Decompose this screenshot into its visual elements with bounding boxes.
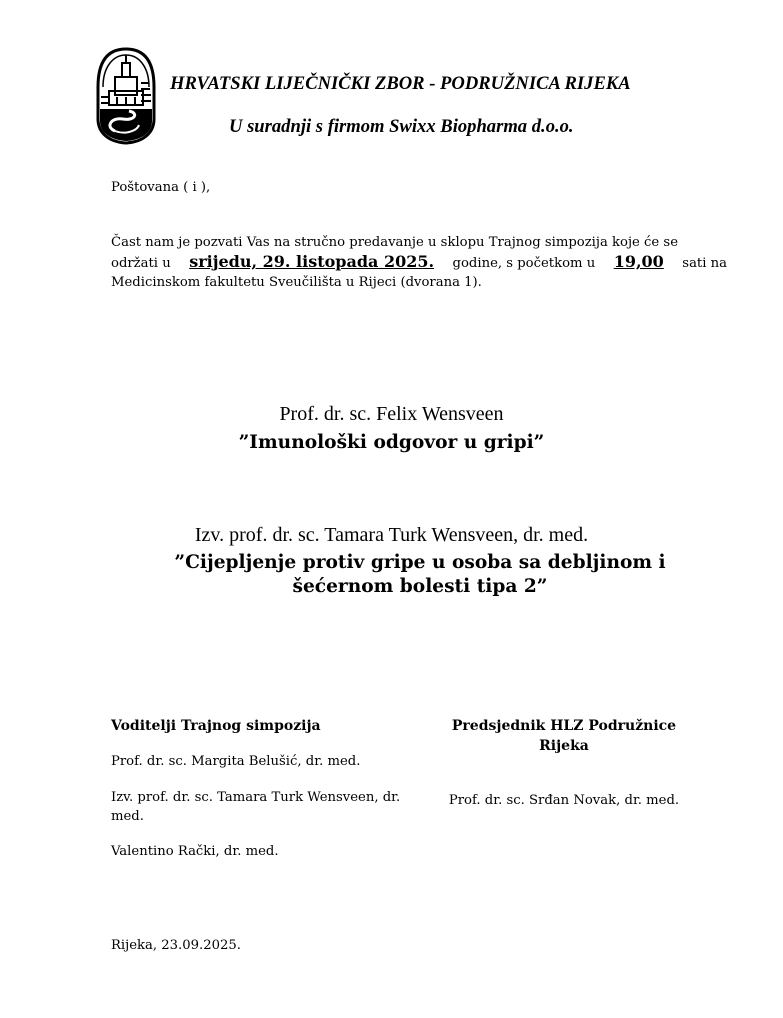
- left-name-2: Izv. prof. dr. sc. Tamara Turk Wensveen, dr. med.: [111, 790, 401, 824]
- paragraph-line-3: Medicinskom fakultetu Sveučilišta u Rijeci (dvorana 1).: [111, 275, 482, 290]
- right-signature-block: [430, 716, 698, 810]
- place-date: Rijeka, 23.09.2025.: [111, 938, 241, 953]
- left-name-3: Valentino Rački, dr. med.: [111, 844, 279, 859]
- lecture-1-speaker: Prof. dr. sc. Felix Wensveen: [279, 403, 504, 425]
- paragraph-line-1: Čast nam je pozvati Vas na stručno predavanje u sklopu Trajnog simpozija koje će se: [111, 235, 678, 250]
- greeting: Poštovana ( i ),: [111, 180, 211, 195]
- hlz-rijeka-logo-icon: [95, 47, 157, 145]
- right-name: Prof. dr. sc. Srđan Novak, dr. med.: [448, 793, 680, 808]
- lecture-2-title: ”Cijepljenje protiv gripe u osoba sa debljinom i šećernom bolesti tipa 2”: [174, 552, 666, 597]
- organization-name: HRVATSKI LIJEČNIČKI ZBOR - PODRUŽNICA RIJEKA: [170, 73, 631, 94]
- left-name-1: Prof. dr. sc. Margita Belušić, dr. med.: [111, 754, 361, 769]
- lecture-2-speaker: Izv. prof. dr. sc. Tamara Turk Wensveen, dr. med.: [194, 524, 589, 546]
- left-signature-block: [111, 716, 411, 861]
- text-odrzati: održati u: [111, 256, 171, 271]
- invitation-paragraph: [111, 233, 727, 292]
- right-heading: Predsjednik HLZ Podružnice Rijeka: [451, 718, 677, 754]
- event-time: 19,00: [613, 252, 664, 271]
- collaboration-line: U suradnji s firmom Swixx Biopharma d.o.o.: [229, 116, 574, 137]
- left-heading: Voditelji Trajnog simpozija: [111, 718, 321, 734]
- text-godine: godine, s početkom u: [452, 256, 596, 271]
- lecture-1-title: ”Imunološki odgovor u gripi”: [238, 432, 545, 453]
- text-sati: sati na: [682, 256, 727, 271]
- event-date: srijedu, 29. listopada 2025.: [189, 252, 435, 271]
- paragraph-line-2: [111, 252, 727, 273]
